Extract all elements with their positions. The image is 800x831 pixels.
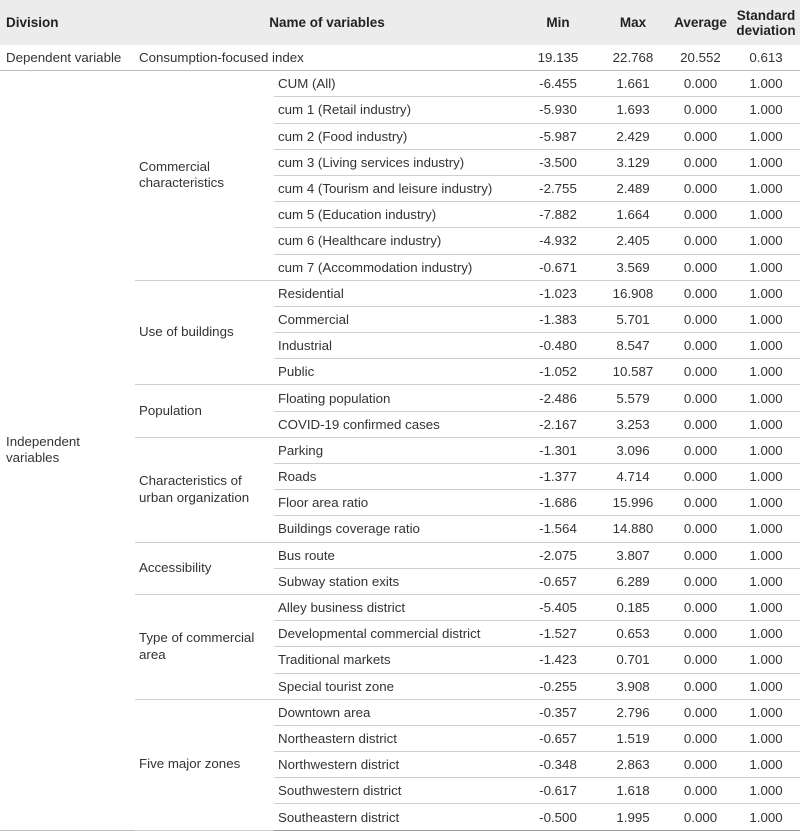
max-value: 2.429 [597,123,669,149]
min-value: -2.075 [519,542,597,568]
max-value: 2.489 [597,175,669,201]
max-value: 6.289 [597,568,669,594]
min-value: -1.052 [519,359,597,385]
variable-name: Residential [274,280,519,306]
variable-name: cum 4 (Tourism and leisure industry) [274,175,519,201]
std-value: 1.000 [732,673,800,699]
std-value: 1.000 [732,71,800,97]
average-value: 0.000 [669,542,732,568]
min-value: -5.987 [519,123,597,149]
independent-division: Independent variables [0,71,135,830]
header-name: Name of variables [269,15,385,30]
max-value: 0.185 [597,594,669,620]
min-value: -3.500 [519,149,597,175]
variable-name: Southwestern district [274,778,519,804]
max-value: 1.519 [597,725,669,751]
header-average: Average [674,15,727,30]
dependent-min: 19.135 [519,45,597,71]
min-value: -5.930 [519,97,597,123]
std-value: 1.000 [732,411,800,437]
std-value: 1.000 [732,254,800,280]
variable-name: cum 5 (Education industry) [274,202,519,228]
variable-name: cum 1 (Retail industry) [274,97,519,123]
dependent-name: Consumption-focused index [135,45,519,71]
dependent-average: 20.552 [669,45,732,71]
average-value: 0.000 [669,725,732,751]
std-value: 1.000 [732,725,800,751]
max-value: 1.693 [597,97,669,123]
max-value: 1.661 [597,71,669,97]
variable-name: Traditional markets [274,647,519,673]
variable-name: COVID-19 confirmed cases [274,411,519,437]
category-label: Five major zones [135,699,274,830]
variable-name: Subway station exits [274,568,519,594]
min-value: -6.455 [519,71,597,97]
std-value: 1.000 [732,228,800,254]
average-value: 0.000 [669,149,732,175]
variable-name: Industrial [274,333,519,359]
std-value: 1.000 [732,621,800,647]
std-value: 1.000 [732,175,800,201]
average-value: 0.000 [669,516,732,542]
min-value: -5.405 [519,594,597,620]
average-value: 0.000 [669,437,732,463]
std-value: 1.000 [732,542,800,568]
variable-name: Developmental commercial district [274,621,519,647]
average-value: 0.000 [669,621,732,647]
std-value: 1.000 [732,280,800,306]
min-value: -0.348 [519,752,597,778]
max-value: 0.701 [597,647,669,673]
max-value: 8.547 [597,333,669,359]
max-value: 1.995 [597,804,669,830]
category-label: Type of commercial area [135,594,274,699]
dependent-std: 0.613 [732,45,800,71]
max-value: 3.253 [597,411,669,437]
average-value: 0.000 [669,97,732,123]
max-value: 1.664 [597,202,669,228]
variable-name: Floating population [274,385,519,411]
std-value: 1.000 [732,594,800,620]
average-value: 0.000 [669,804,732,830]
min-value: -0.657 [519,725,597,751]
std-value: 1.000 [732,333,800,359]
dependent-max: 22.768 [597,45,669,71]
std-value: 1.000 [732,647,800,673]
max-value: 3.908 [597,673,669,699]
variable-name: Floor area ratio [274,490,519,516]
min-value: -0.480 [519,333,597,359]
average-value: 0.000 [669,464,732,490]
min-value: -1.383 [519,306,597,332]
table-row [0,71,800,97]
average-value: 0.000 [669,411,732,437]
std-value: 1.000 [732,752,800,778]
max-value: 3.569 [597,254,669,280]
std-value: 1.000 [732,464,800,490]
average-value: 0.000 [669,568,732,594]
category-label: Commercial characteristics [135,71,274,281]
average-value: 0.000 [669,385,732,411]
variable-name: Buildings coverage ratio [274,516,519,542]
min-value: -0.671 [519,254,597,280]
max-value: 16.908 [597,280,669,306]
std-value: 1.000 [732,97,800,123]
min-value: -2.167 [519,411,597,437]
category-label: Characteristics of urban organization [135,437,274,542]
variable-name: cum 3 (Living services industry) [274,149,519,175]
min-value: -4.932 [519,228,597,254]
min-value: -1.301 [519,437,597,463]
table-body [0,45,800,830]
variable-name: Downtown area [274,699,519,725]
max-value: 0.653 [597,621,669,647]
variable-name: Commercial [274,306,519,332]
std-value: 1.000 [732,306,800,332]
std-value: 1.000 [732,490,800,516]
max-value: 3.807 [597,542,669,568]
variable-name: Northeastern district [274,725,519,751]
variable-name: cum 7 (Accommodation industry) [274,254,519,280]
std-value: 1.000 [732,778,800,804]
std-value: 1.000 [732,202,800,228]
min-value: -0.657 [519,568,597,594]
min-value: -7.882 [519,202,597,228]
average-value: 0.000 [669,333,732,359]
max-value: 14.880 [597,516,669,542]
std-value: 1.000 [732,804,800,830]
min-value: -1.527 [519,621,597,647]
variable-name: CUM (All) [274,71,519,97]
min-value: -0.255 [519,673,597,699]
max-value: 2.863 [597,752,669,778]
max-value: 10.587 [597,359,669,385]
max-value: 5.579 [597,385,669,411]
std-value: 1.000 [732,568,800,594]
average-value: 0.000 [669,752,732,778]
max-value: 5.701 [597,306,669,332]
dependent-division: Dependent variable [0,45,135,71]
variable-name: cum 6 (Healthcare industry) [274,228,519,254]
dependent-row [0,45,800,71]
max-value: 3.096 [597,437,669,463]
std-value: 1.000 [732,437,800,463]
average-value: 0.000 [669,699,732,725]
header-std: Standard deviation [736,7,796,38]
average-value: 0.000 [669,123,732,149]
header-min: Min [546,15,570,30]
std-value: 1.000 [732,516,800,542]
average-value: 0.000 [669,71,732,97]
variable-name: Roads [274,464,519,490]
min-value: -2.755 [519,175,597,201]
category-label: Use of buildings [135,280,274,385]
header-division: Division [6,15,59,30]
min-value: -1.686 [519,490,597,516]
max-value: 2.796 [597,699,669,725]
std-value: 1.000 [732,359,800,385]
variable-name: Bus route [274,542,519,568]
min-value: -1.377 [519,464,597,490]
max-value: 2.405 [597,228,669,254]
variable-name: Southeastern district [274,804,519,830]
min-value: -1.023 [519,280,597,306]
average-value: 0.000 [669,778,732,804]
average-value: 0.000 [669,280,732,306]
category-label: Population [135,385,274,437]
max-value: 1.618 [597,778,669,804]
variable-name: Public [274,359,519,385]
variable-name: cum 2 (Food industry) [274,123,519,149]
variable-name: Special tourist zone [274,673,519,699]
average-value: 0.000 [669,306,732,332]
average-value: 0.000 [669,594,732,620]
table-header [0,0,800,45]
std-value: 1.000 [732,385,800,411]
min-value: -2.486 [519,385,597,411]
average-value: 0.000 [669,359,732,385]
min-value: -1.423 [519,647,597,673]
average-value: 0.000 [669,254,732,280]
std-value: 1.000 [732,123,800,149]
min-value: -0.617 [519,778,597,804]
average-value: 0.000 [669,202,732,228]
std-value: 1.000 [732,149,800,175]
average-value: 0.000 [669,175,732,201]
max-value: 4.714 [597,464,669,490]
header-max: Max [619,15,647,30]
average-value: 0.000 [669,647,732,673]
min-value: -0.500 [519,804,597,830]
max-value: 3.129 [597,149,669,175]
category-label: Accessibility [135,542,274,594]
min-value: -1.564 [519,516,597,542]
std-value: 1.000 [732,699,800,725]
variable-name: Alley business district [274,594,519,620]
max-value: 15.996 [597,490,669,516]
variable-name: Northwestern district [274,752,519,778]
variable-name: Parking [274,437,519,463]
average-value: 0.000 [669,228,732,254]
average-value: 0.000 [669,490,732,516]
average-value: 0.000 [669,673,732,699]
min-value: -0.357 [519,699,597,725]
